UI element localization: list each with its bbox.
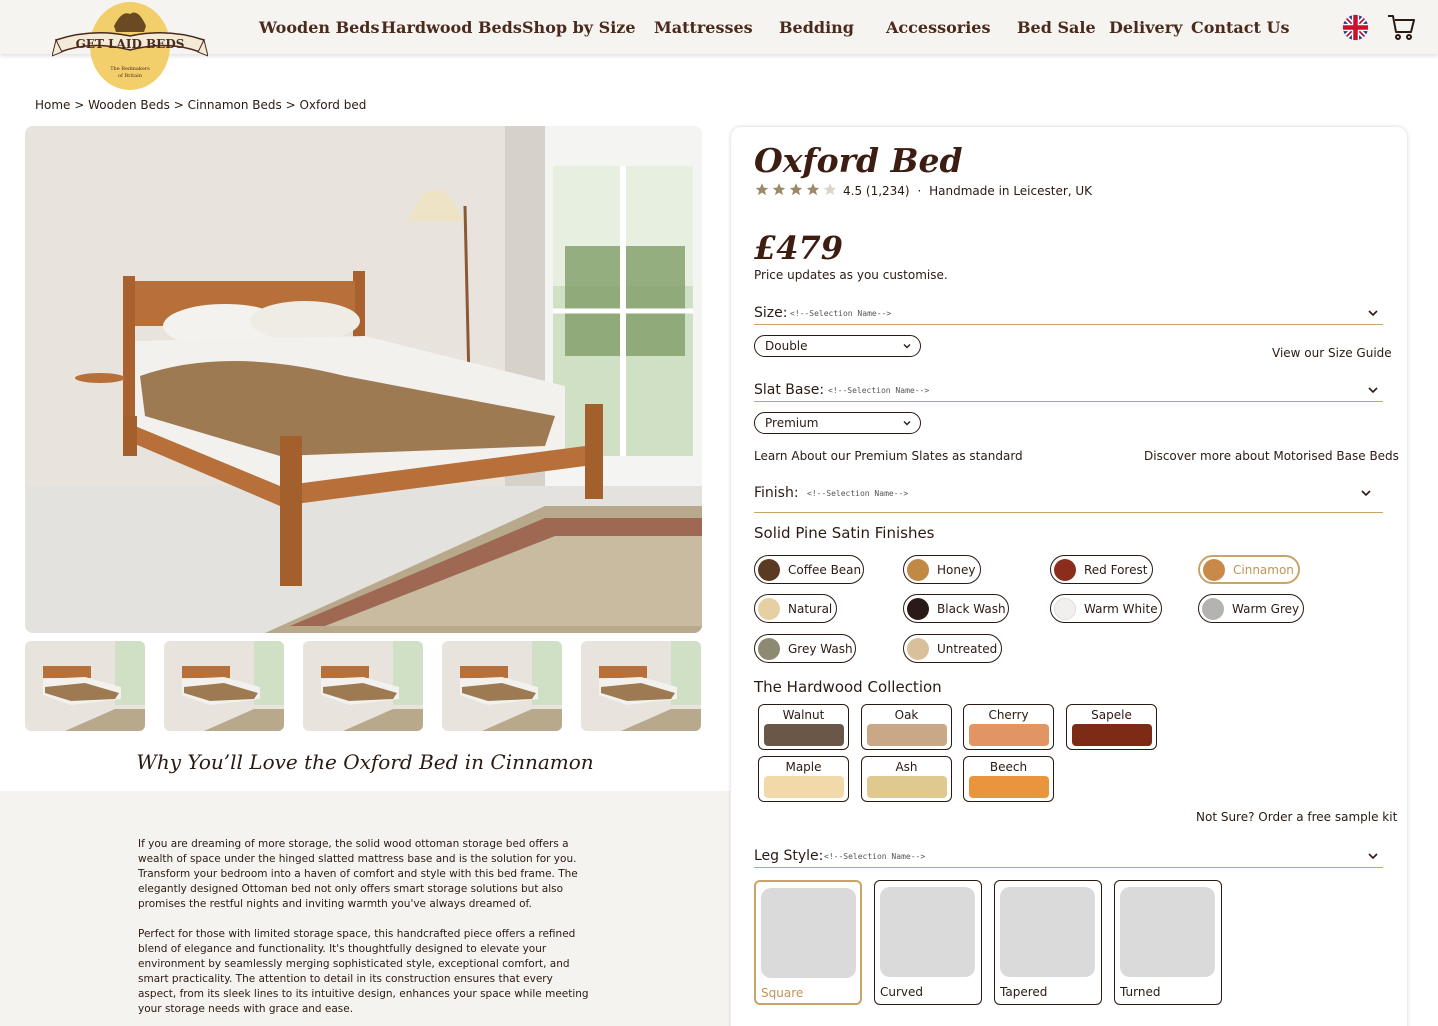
finish-pill-honey[interactable] (903, 555, 981, 584)
nav-hardwood-beds[interactable]: Hardwood Beds (381, 18, 522, 37)
cart-icon[interactable] (1386, 12, 1416, 42)
main-product-image[interactable] (25, 126, 702, 633)
finish-label: Red Forest (1084, 562, 1148, 577)
slat-base-select[interactable]: Premium (754, 412, 921, 434)
finish-swatch (907, 598, 929, 620)
hardwood-label: Ash (895, 760, 918, 774)
finish-label: Grey Wash (788, 641, 853, 656)
finish-section-header[interactable]: Finish: <!--Selection Name--> (754, 485, 1383, 513)
leg-option-tapered[interactable] (994, 880, 1102, 1005)
hardwood-label: Oak (894, 708, 919, 722)
finish-pill-red-forest[interactable] (1050, 555, 1153, 584)
hardwood-swatch (764, 776, 844, 798)
hardwood-option-oak[interactable] (861, 704, 952, 750)
sample-kit-link[interactable]: Not Sure? Order a free sample kit (1196, 810, 1398, 824)
site-header (0, 0, 1438, 54)
size-selection-name: <!--Selection Name--> (790, 309, 892, 318)
get-laid-beds-logo[interactable] (52, 0, 208, 92)
star-icon (805, 182, 821, 197)
chevron-down-icon (1360, 487, 1372, 499)
premium-slats-link[interactable]: Learn About our Premium Slates as standard (754, 449, 1023, 463)
rating-text: 4.5 (1,234) · Handmade in Leicester, UK (843, 184, 1093, 198)
nav-wooden-beds[interactable]: Wooden Beds (259, 18, 380, 37)
finish-pill-natural[interactable] (754, 594, 837, 623)
chevron-down-icon (903, 419, 911, 427)
hardwood-label: Cherry (988, 708, 1029, 722)
finish-swatch (1054, 598, 1076, 620)
breadcrumb-home[interactable]: Home (35, 98, 71, 112)
finish-swatch (1054, 559, 1076, 581)
why-love-heading: Why You’ll Love the Oxford Bed in Cinnamon (136, 750, 594, 774)
nav-bedding[interactable]: Bedding (779, 18, 854, 37)
leg-image-placeholder (880, 887, 975, 977)
chevron-down-icon (903, 342, 911, 350)
leg-image-placeholder (1000, 887, 1095, 977)
leg-option-curved[interactable] (874, 880, 982, 1005)
thumbnail-1[interactable] (25, 641, 145, 731)
svg-text:of Britain: of Britain (118, 73, 142, 79)
leg-image-placeholder (1120, 887, 1215, 977)
leg-selection-name: <!--Selection Name--> (824, 852, 926, 861)
finish-label: Cinnamon (1233, 562, 1294, 577)
slat-base-section-header[interactable]: Slat Base: <!--Selection Name--> (754, 382, 1383, 402)
hardwood-heading: The Hardwood Collection (754, 678, 942, 696)
thumbnail-2[interactable] (164, 641, 284, 731)
hardwood-swatch (867, 724, 947, 746)
hardwood-option-maple[interactable] (758, 756, 849, 802)
finish-swatch (758, 559, 780, 581)
slat-selection-name: <!--Selection Name--> (828, 386, 930, 395)
product-title: Oxford Bed (754, 141, 963, 180)
hardwood-option-ash[interactable] (861, 756, 952, 802)
description-paragraph-2: Perfect for those with limited storage space, this handcrafted piece offers a refined blend of elegance and functionality. It's thoughtfully designed to elevate your environment by seamlessly merging sophisticated style, exceptional comfort, and smart practicality. The attention to detail in its construction ensures that every aspect, from its sleek lines to its intuitive design, enhances your space while meeting your storage needs with grace and ease. (138, 928, 589, 1015)
hardwood-label: Beech (989, 760, 1028, 774)
leg-label: Square (761, 986, 804, 1000)
thumbnail-5[interactable] (581, 641, 701, 731)
description-paragraph-1: If you are dreaming of more storage, the solid wood ottoman storage bed offers a wealth of space under the hinged slatted mattress base and is the solution for you. Transform your bedroom into a haven of comfort and style with this bed frame. The elegantly designed Ottoman bed not only offers smart storage solutions but also promises the restful nights and inviting warmth you've always dreamed of. (138, 838, 578, 910)
size-select[interactable]: Double (754, 335, 921, 357)
hardwood-swatch (867, 776, 947, 798)
star-icon (771, 182, 787, 197)
finish-pill-cinnamon[interactable] (1198, 555, 1300, 584)
finish-pill-untreated[interactable] (903, 634, 1002, 663)
motorised-base-link[interactable]: Discover more about Motorised Base Beds (1144, 449, 1399, 463)
price-note: Price updates as you customise. (754, 268, 948, 282)
finish-label: Untreated (937, 641, 998, 656)
svg-text:The Bedmakers: The Bedmakers (110, 66, 150, 72)
finish-swatch (758, 638, 780, 660)
finish-pill-black-wash[interactable] (903, 594, 1009, 623)
finish-label: Natural (788, 601, 833, 616)
hardwood-swatch (764, 724, 844, 746)
finish-swatch (907, 638, 929, 660)
breadcrumb-cinnamon-beds[interactable]: Cinnamon Beds (187, 98, 282, 112)
hardwood-label: Walnut (782, 708, 825, 722)
leg-label: Turned (1120, 985, 1161, 999)
nav-accessories[interactable]: Accessories (886, 18, 991, 37)
leg-option-turned[interactable] (1114, 880, 1222, 1005)
finish-swatch (758, 598, 780, 620)
nav-contact-us[interactable]: Contact Us (1191, 18, 1290, 37)
finish-label: Warm Grey (1232, 601, 1300, 616)
breadcrumb-wooden-beds[interactable]: Wooden Beds (88, 98, 170, 112)
made-in-text: Handmade in Leicester, UK (929, 184, 1093, 198)
logo-text: GET LAID BEDS (75, 37, 185, 51)
finish-swatch (907, 559, 929, 581)
leg-style-section-header[interactable]: Leg Style: <!--Selection Name--> (754, 848, 1383, 868)
leg-option-square[interactable] (754, 880, 862, 1005)
leg-image-placeholder (761, 888, 856, 978)
finish-pill-warm-white[interactable] (1050, 594, 1162, 623)
chevron-down-icon (1367, 307, 1379, 319)
finish-label: Coffee Bean (788, 562, 862, 577)
breadcrumb: Home > Wooden Beds > Cinnamon Beds > Oxford bed (35, 98, 367, 112)
nav-bed-sale[interactable]: Bed Sale (1017, 18, 1096, 37)
nav-delivery[interactable]: Delivery (1109, 18, 1183, 37)
breadcrumb-current: Oxford bed (299, 98, 367, 112)
hardwood-option-cherry[interactable] (963, 704, 1054, 750)
product-price: £479 (754, 229, 844, 267)
leg-label: Tapered (1000, 985, 1048, 999)
chevron-down-icon (1367, 384, 1379, 396)
size-guide-link[interactable]: View our Size Guide (1272, 346, 1392, 360)
star-icon (754, 182, 770, 197)
finish-swatch (1203, 559, 1225, 581)
hardwood-option-beech[interactable] (963, 756, 1054, 802)
nav-shop-by-size[interactable]: Shop by Size (522, 18, 636, 37)
finish-swatch (1202, 598, 1224, 620)
leg-label: Curved (880, 985, 924, 999)
nav-mattresses[interactable]: Mattresses (654, 18, 753, 37)
hardwood-label: Sapele (1091, 708, 1132, 722)
uk-flag-icon[interactable] (1342, 14, 1369, 41)
finish-label: Honey (937, 562, 976, 577)
thumbnail-4[interactable] (442, 641, 562, 731)
size-section-header[interactable]: Size: <!--Selection Name--> (754, 305, 1383, 325)
finish-selection-name: <!--Selection Name--> (807, 489, 909, 498)
hardwood-option-walnut[interactable] (758, 704, 849, 750)
finish-label: Warm White (1084, 601, 1158, 616)
solid-pine-heading: Solid Pine Satin Finishes (754, 524, 935, 542)
hardwood-swatch (969, 724, 1049, 746)
star-icon (788, 182, 804, 197)
hardwood-label: Maple (785, 760, 822, 774)
thumbnail-3[interactable] (303, 641, 423, 731)
hardwood-swatch (969, 776, 1049, 798)
finish-pill-warm-grey[interactable] (1198, 594, 1304, 623)
hardwood-swatch (1072, 724, 1152, 746)
rating-stars (754, 182, 838, 197)
chevron-down-icon (1367, 850, 1379, 862)
finish-pill-grey-wash[interactable] (754, 634, 856, 663)
finish-pill-coffee-bean[interactable] (754, 555, 864, 584)
finish-label: Black Wash (937, 601, 1006, 616)
star-empty-icon (822, 182, 838, 197)
hardwood-option-sapele[interactable] (1066, 704, 1157, 750)
